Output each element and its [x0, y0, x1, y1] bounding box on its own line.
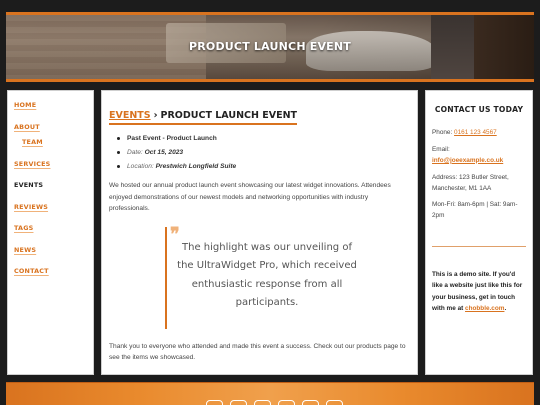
breadcrumb-separator: › [153, 110, 158, 121]
main-content [101, 90, 418, 375]
contact-email-label: Email: [432, 145, 450, 153]
quote-mark-icon: ❞ [170, 223, 180, 245]
nav-item-team[interactable]: TEAM [22, 138, 43, 146]
nav-item-events[interactable]: EVENTS [14, 181, 44, 189]
nav-item-home[interactable]: HOME [14, 101, 37, 109]
event-date [125, 149, 409, 156]
contact-phone [432, 128, 526, 139]
event-status [125, 135, 409, 142]
contact-phone-link[interactable]: 0161 123 4567 [454, 129, 497, 136]
tiktok-icon[interactable] [254, 400, 271, 405]
event-quote [165, 223, 409, 329]
quote-text: The highlight was our unveiling of the UltraWidget Pro, which received enthusiastic response from all participants. [177, 241, 357, 309]
event-location-value: Prestwich Longfield Suite [155, 163, 237, 170]
nav-item-contact[interactable]: CONTACT [14, 267, 49, 275]
facebook-icon[interactable] [206, 400, 223, 405]
nav-item-services[interactable]: SERVICES [14, 159, 51, 168]
contact-email [432, 145, 526, 167]
contact-email-link[interactable]: info@joeexample.co.uk [432, 156, 504, 164]
event-outro-paragraph: Thank you to everyone who attended and made this event a success. Check out our products page to see the items we showcased. [109, 342, 406, 362]
event-date-value: Oct 15, 2023 [144, 149, 184, 156]
event-intro-paragraph: We hosted our annual product launch event showcasing our latest widget innovations. Attendees enjoyed demonstrations of our newest models and networking opportunities with industry professionals. [109, 182, 391, 213]
youtube-icon[interactable] [326, 400, 343, 405]
event-location-label: Location: [127, 163, 154, 170]
breadcrumb-current: PRODUCT LAUNCH EVENT [160, 110, 298, 121]
nav-item-tags[interactable]: TAGS [14, 224, 34, 232]
dribbble-icon[interactable] [278, 400, 295, 405]
contact-address: Address: 123 Butler Street, Manchester, M1 1AA [432, 173, 509, 192]
threads-icon[interactable] [302, 400, 319, 405]
sidebar-nav [7, 90, 94, 375]
contact-phone-label: Phone: [432, 129, 453, 136]
contact-sidebar [425, 90, 533, 375]
sidebar-divider [432, 246, 526, 247]
demo-notice [432, 269, 526, 314]
breadcrumb-events-link[interactable]: EVENTS [109, 110, 151, 121]
nav-item-news[interactable]: NEWS [14, 245, 37, 254]
header-banner [6, 12, 534, 82]
demo-notice-end: . [504, 304, 507, 312]
instagram-icon[interactable] [230, 400, 247, 405]
nav-item-reviews[interactable]: REVIEWS [14, 202, 49, 211]
demo-site-link[interactable]: chobble.com [465, 304, 505, 312]
breadcrumb [109, 110, 297, 125]
banner-title: PRODUCT LAUNCH EVENT [188, 40, 352, 53]
footer [6, 382, 534, 405]
demo-notice-text: This is a demo site. If you'd like a website just like this for your business, get in touch with me at [432, 271, 523, 312]
nav-item-about[interactable]: ABOUT [14, 122, 40, 131]
contact-title: CONTACT US TODAY [434, 105, 524, 114]
event-date-label: Date: [127, 149, 143, 156]
contact-hours: Mon-Fri: 8am-6pm | Sat: 9am-2pm [432, 201, 518, 220]
event-meta-list [125, 135, 409, 170]
social-links [206, 400, 343, 405]
event-location [125, 163, 409, 170]
event-status-text: Past Event - Product Launch [127, 135, 217, 142]
